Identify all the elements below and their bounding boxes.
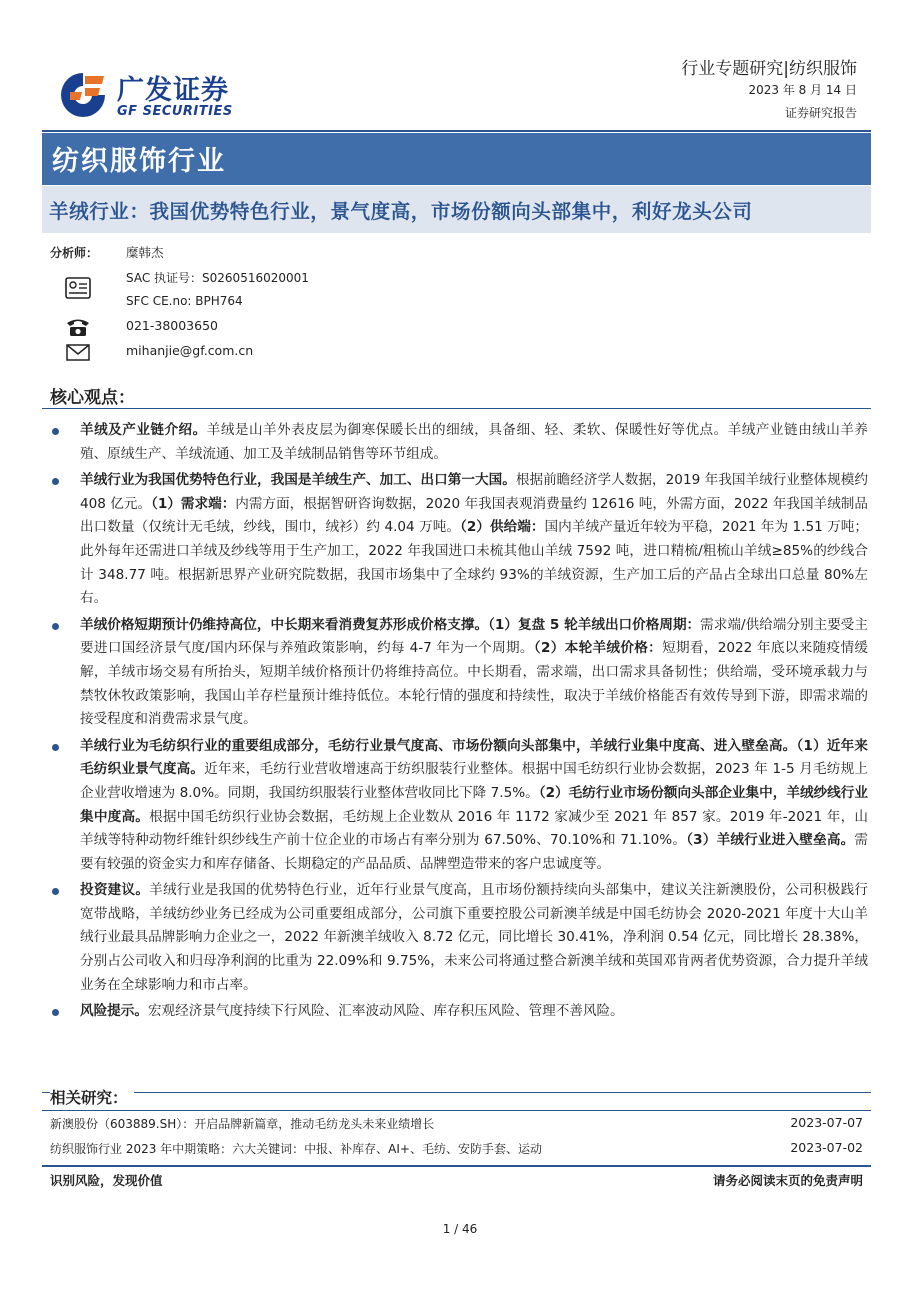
footer-disclaimer-note: 请务必阅读末页的免责声明 [712, 1173, 863, 1188]
related-item-date: 2023-07-07 [790, 1115, 863, 1130]
bullet-dot-icon [52, 623, 59, 630]
bullet-item: 风险提示。宏观经济景气度持续下行风险、汇率波动风险、库存积压风险、管理不善风险。 [52, 1000, 868, 1024]
bullet-item: 投资建议。羊绒行业是我国的优势特色行业，近年行业景气度高，且市场份额持续向头部集中，建议关注新澳股份，公司积极践行宽带战略，羊绒纺纱业务已经成为公司重要组成部分，公司旗下重要控股公司新澳羊绒是中国毛纺协会 2020-2021 年度十大山羊绒行业最具品牌影响力企业之一，2022 年新澳羊绒收入 8.72 亿元，同比增长 30.41%，净利润 0.54 亿元，同比增长 28.38%，分别占公司收入和归母净利润的比重为 22.09%和 9.75%，未来公司将通过整合新澳羊绒和英国邓肯两者优势资源，合力提升羊绒业务在全球影响力和市占率。 [52, 879, 868, 997]
sac-number: SAC 执证号：S0260516020001 [126, 271, 309, 285]
footer-divider [42, 1165, 871, 1167]
bullet-dot-icon [52, 744, 59, 751]
bullet-item: 羊绒行业为我国优势特色行业，我国是羊绒生产、加工、出口第一大国。根据前瞻经济学人数据，2019 年我国羊绒行业整体规模约 408 亿元。（1）需求端：内需方面，根据智研咨询数据，2020 年我国表观消费量约 12616 吨，外需方面，2022 年我国羊绒制品出口数量（仅统计无毛绒，纱线，围巾，绒衫）约 4.04 万吨。（2）供给端：国内羊绒产量近年较为平稳，2021 年为 1.51 万吨；此外每年还需进口羊绒及纱线等用于生产加工，2022 年我国进口未梳其他山羊绒 7592 吨，进口精梳/粗梳山羊绒≥85%的纱线合计 348.77 吨。根据新思界产业研究院数据，我国市场集中了全球约 93%的羊绒资源，生产加工后的产品占全球出口总量 80%左右。 [52, 469, 868, 611]
report-category: 行业专题研究|纺织服饰 [681, 59, 857, 79]
related-heading: 相关研究： [50, 1086, 134, 1108]
related-item-title[interactable]: 新澳股份（603889.SH）：开启品牌新篇章，推动毛纺龙头未来业绩增长 [50, 1117, 435, 1131]
email-icon [64, 341, 92, 365]
footer-slogan: 识别风险，发现价值 [50, 1173, 163, 1188]
bullet-item: 羊绒行业为毛纺织行业的重要组成部分，毛纺行业景气度高、市场份额向头部集中，羊绒行业集中度高、进入壁垒高。（1）近年来毛纺织业景气度高。近年来，毛纺行业营收增速高于纺织服装行业整体。根据中国毛纺织行业协会数据，2023 年 1-5 月毛纺规上企业营收增速为 8.0%。同期，我国纺织服装行业整体营收同比下降 7.5%。（2）毛纺行业市场份额向头部企业集中，羊绒纱线行业集中度高。根据中国毛纺织行业协会数据，毛纺规上企业数从 2016 年 1172 家减少至 2021 年 857 家。2019 年-2021 年，山羊绒等特种动物纤维针织纱线生产前十位企业的市场占有率分别为 67.50%、70.10%和 71.10%。（3）羊绒行业进入壁垒高。需要有较强的资金实力和库存储备、长期稳定的产品品质、品牌塑造带来的客户忠诚度等。 [52, 735, 868, 877]
core-divider [42, 408, 871, 409]
analyst-label: 分析师： [50, 246, 99, 260]
page-number: 1 / 46 [442, 1222, 478, 1236]
analyst-phone: 021-38003650 [126, 318, 218, 333]
bullet-dot-icon [52, 888, 59, 895]
header-divider [42, 130, 871, 132]
report-subtitle: 羊绒行业：我国优势特色行业，景气度高，市场份额向头部集中，利好龙头公司 [49, 200, 753, 223]
bullet-dot-icon [52, 1009, 59, 1016]
bullet-item: 羊绒及产业链介绍。羊绒是山羊外表皮层为御寒保暖长出的细绒，具备细、轻、柔软、保暖性好等优点。羊绒产业链由绒山羊养殖、原绒生产、羊绒流通、加工及羊绒制品销售等环节组成。 [52, 419, 868, 466]
related-item-title[interactable]: 纺织服饰行业 2023 年中期策略：六大关键词：中报、补库存、AI+、毛纺、安防手套、运动 [50, 1142, 542, 1156]
related-item-date: 2023-07-02 [790, 1140, 863, 1155]
related-divider [42, 1110, 871, 1111]
brand-name-cn: 广发证券 [117, 75, 229, 106]
bullet-dot-icon [52, 478, 59, 485]
report-type: 证券研究报告 [784, 106, 857, 120]
gf-logo-icon [58, 70, 108, 120]
bullet-dot-icon [52, 428, 59, 435]
id-card-icon [64, 276, 92, 300]
sfc-number: SFC CE.no: BPH764 [126, 294, 243, 308]
industry-title: 纺织服饰行业 [52, 146, 226, 177]
core-bullet-list [52, 419, 868, 1027]
report-date: 2023 年 8 月 14 日 [748, 83, 857, 97]
phone-icon [64, 315, 92, 339]
core-heading: 核心观点： [50, 388, 135, 408]
brand-name-en: GF SECURITIES [117, 104, 233, 119]
bullet-item: 羊绒价格短期预计仍维持高位，中长期来看消费复苏形成价格支撑。（1）复盘 5 轮羊绒出口价格周期：需求端/供给端分别主要受主要进口国经济景气度/国内环保与养殖政策影响，约每 4-7 年为一个周期。（2）本轮羊绒价格：短期看，2022 年底以来随疫情缓解，羊绒市场交易有所抬头，短期羊绒价格预计仍将维持高位。中长期看，需求端，出口需求具备韧性；供给端，受环境承载力与禁牧休牧政策影响，我国山羊存栏量预计维持低位。本轮行情的强度和持续性，取决于羊绒价格能否有效传导到下游，即需求端的接受程度和消费需求景气度。 [52, 614, 868, 732]
analyst-name: 糜韩杰 [126, 245, 164, 260]
analyst-email[interactable]: mihanjie@gf.com.cn [126, 343, 254, 358]
related-divider-top [42, 1092, 871, 1093]
